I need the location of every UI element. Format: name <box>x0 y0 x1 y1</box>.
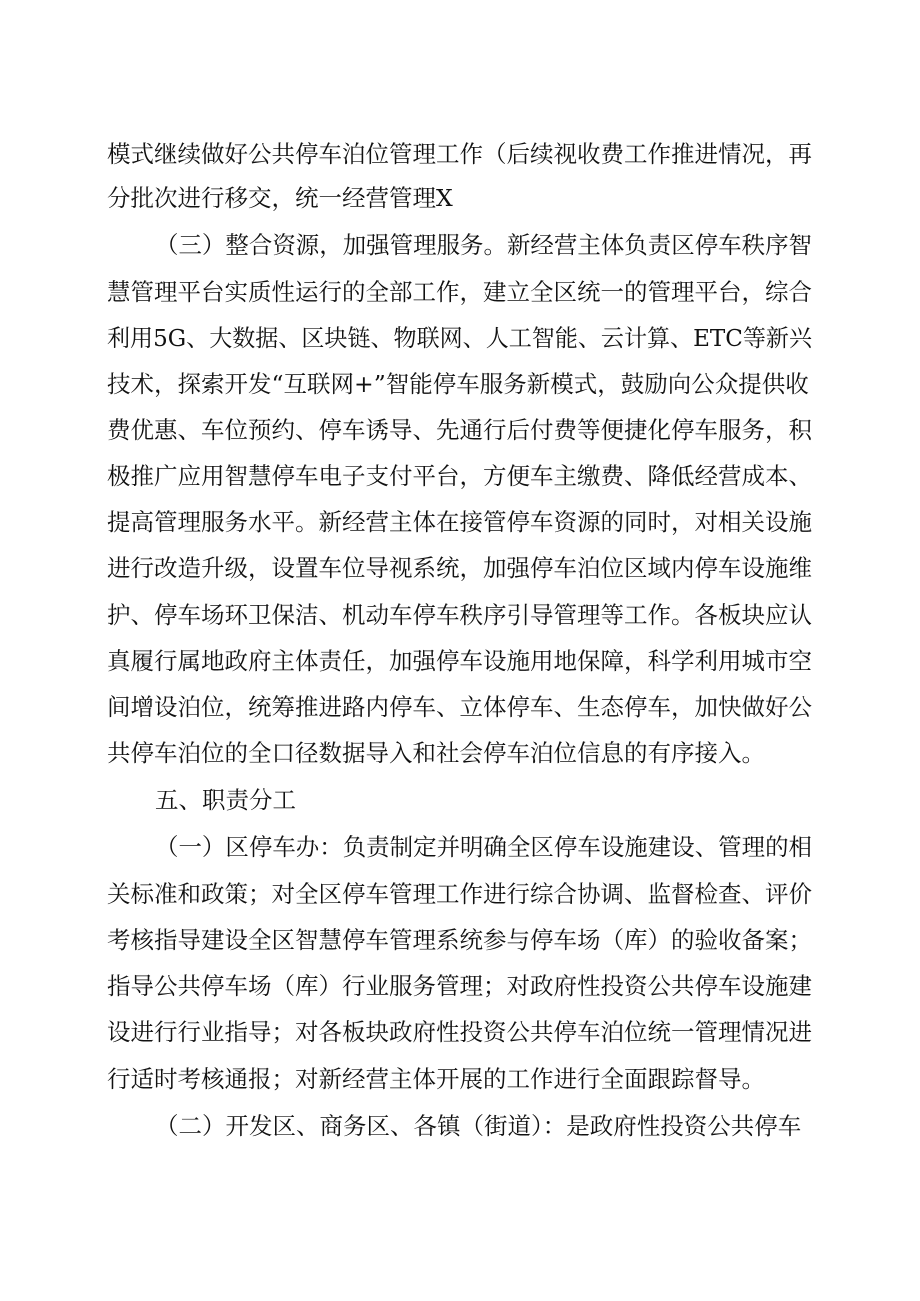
text-line: 指导公共停车场（库）行业服务管理；对政府性投资公共停车设施建 <box>107 972 812 1000</box>
text-line: 费优惠、车位预约、停车诱导、先通行后付费等便捷化停车服务，积 <box>107 416 812 444</box>
text-line: 提高管理服务水平。新经营主体在接管停车资源的同时，对相关设施 <box>107 508 812 536</box>
paragraph-heading: （一）区停车办：负责制定并明确全区停车设施建设、管理的相 <box>155 833 813 861</box>
text-line: 共停车泊位的全口径数据导入和社会停车泊位信息的有序接入。 <box>107 739 765 767</box>
paragraph-heading: （二）开发区、商务区、各镇（街道）：是政府性投资公共停车 <box>155 1112 802 1140</box>
text-line: 进行改造升级，设置车位导视系统，加强停车泊位区域内停车设施维 <box>107 554 812 582</box>
text-line: 利用5G、大数据、区块链、物联网、人工智能、云计算、ETC等新兴 <box>107 324 813 352</box>
text-line: 护、停车场环卫保洁、机动车停车秩序引导管理等工作。各板块应认 <box>107 601 812 629</box>
paragraph-heading: （三）整合资源，加强管理服务。新经营主体负责区停车秩序智 <box>155 231 813 259</box>
section-heading: 五、职责分工 <box>155 786 296 814</box>
text-line: 关标准和政策；对全区停车管理工作进行综合协调、监督检查、评价 <box>107 880 812 908</box>
text-line: 行适时考核通报；对新经营主体开展的工作进行全面跟踪督导。 <box>107 1065 765 1093</box>
text-line: 极推广应用智慧停车电子支付平台，方便车主缴费、降低经营成本、 <box>107 462 812 490</box>
text-line: 间增设泊位，统筹推进路内停车、立体停车、生态停车，加快做好公 <box>107 693 812 721</box>
text-line: 模式继续做好公共停车泊位管理工作（后续视收费工作推进情况，再 <box>107 140 812 168</box>
text-line: 技术，探索开发“互联网+”智能停车服务新模式，鼓励向公众提供收 <box>107 370 809 398</box>
text-line: 真履行属地政府主体责任，加强停车设施用地保障，科学利用城市空 <box>107 647 812 675</box>
text-line: 慧管理平台实质性运行的全部工作，建立全区统一的管理平台，综合 <box>107 278 812 306</box>
text-line: 考核指导建设全区智慧停车管理系统参与停车场（库）的验收备案； <box>107 926 812 954</box>
text-line: 分批次进行移交，统一经营管理X <box>107 184 453 212</box>
text-line: 设进行行业指导；对各板块政府性投资公共停车泊位统一管理情况进 <box>107 1018 812 1046</box>
